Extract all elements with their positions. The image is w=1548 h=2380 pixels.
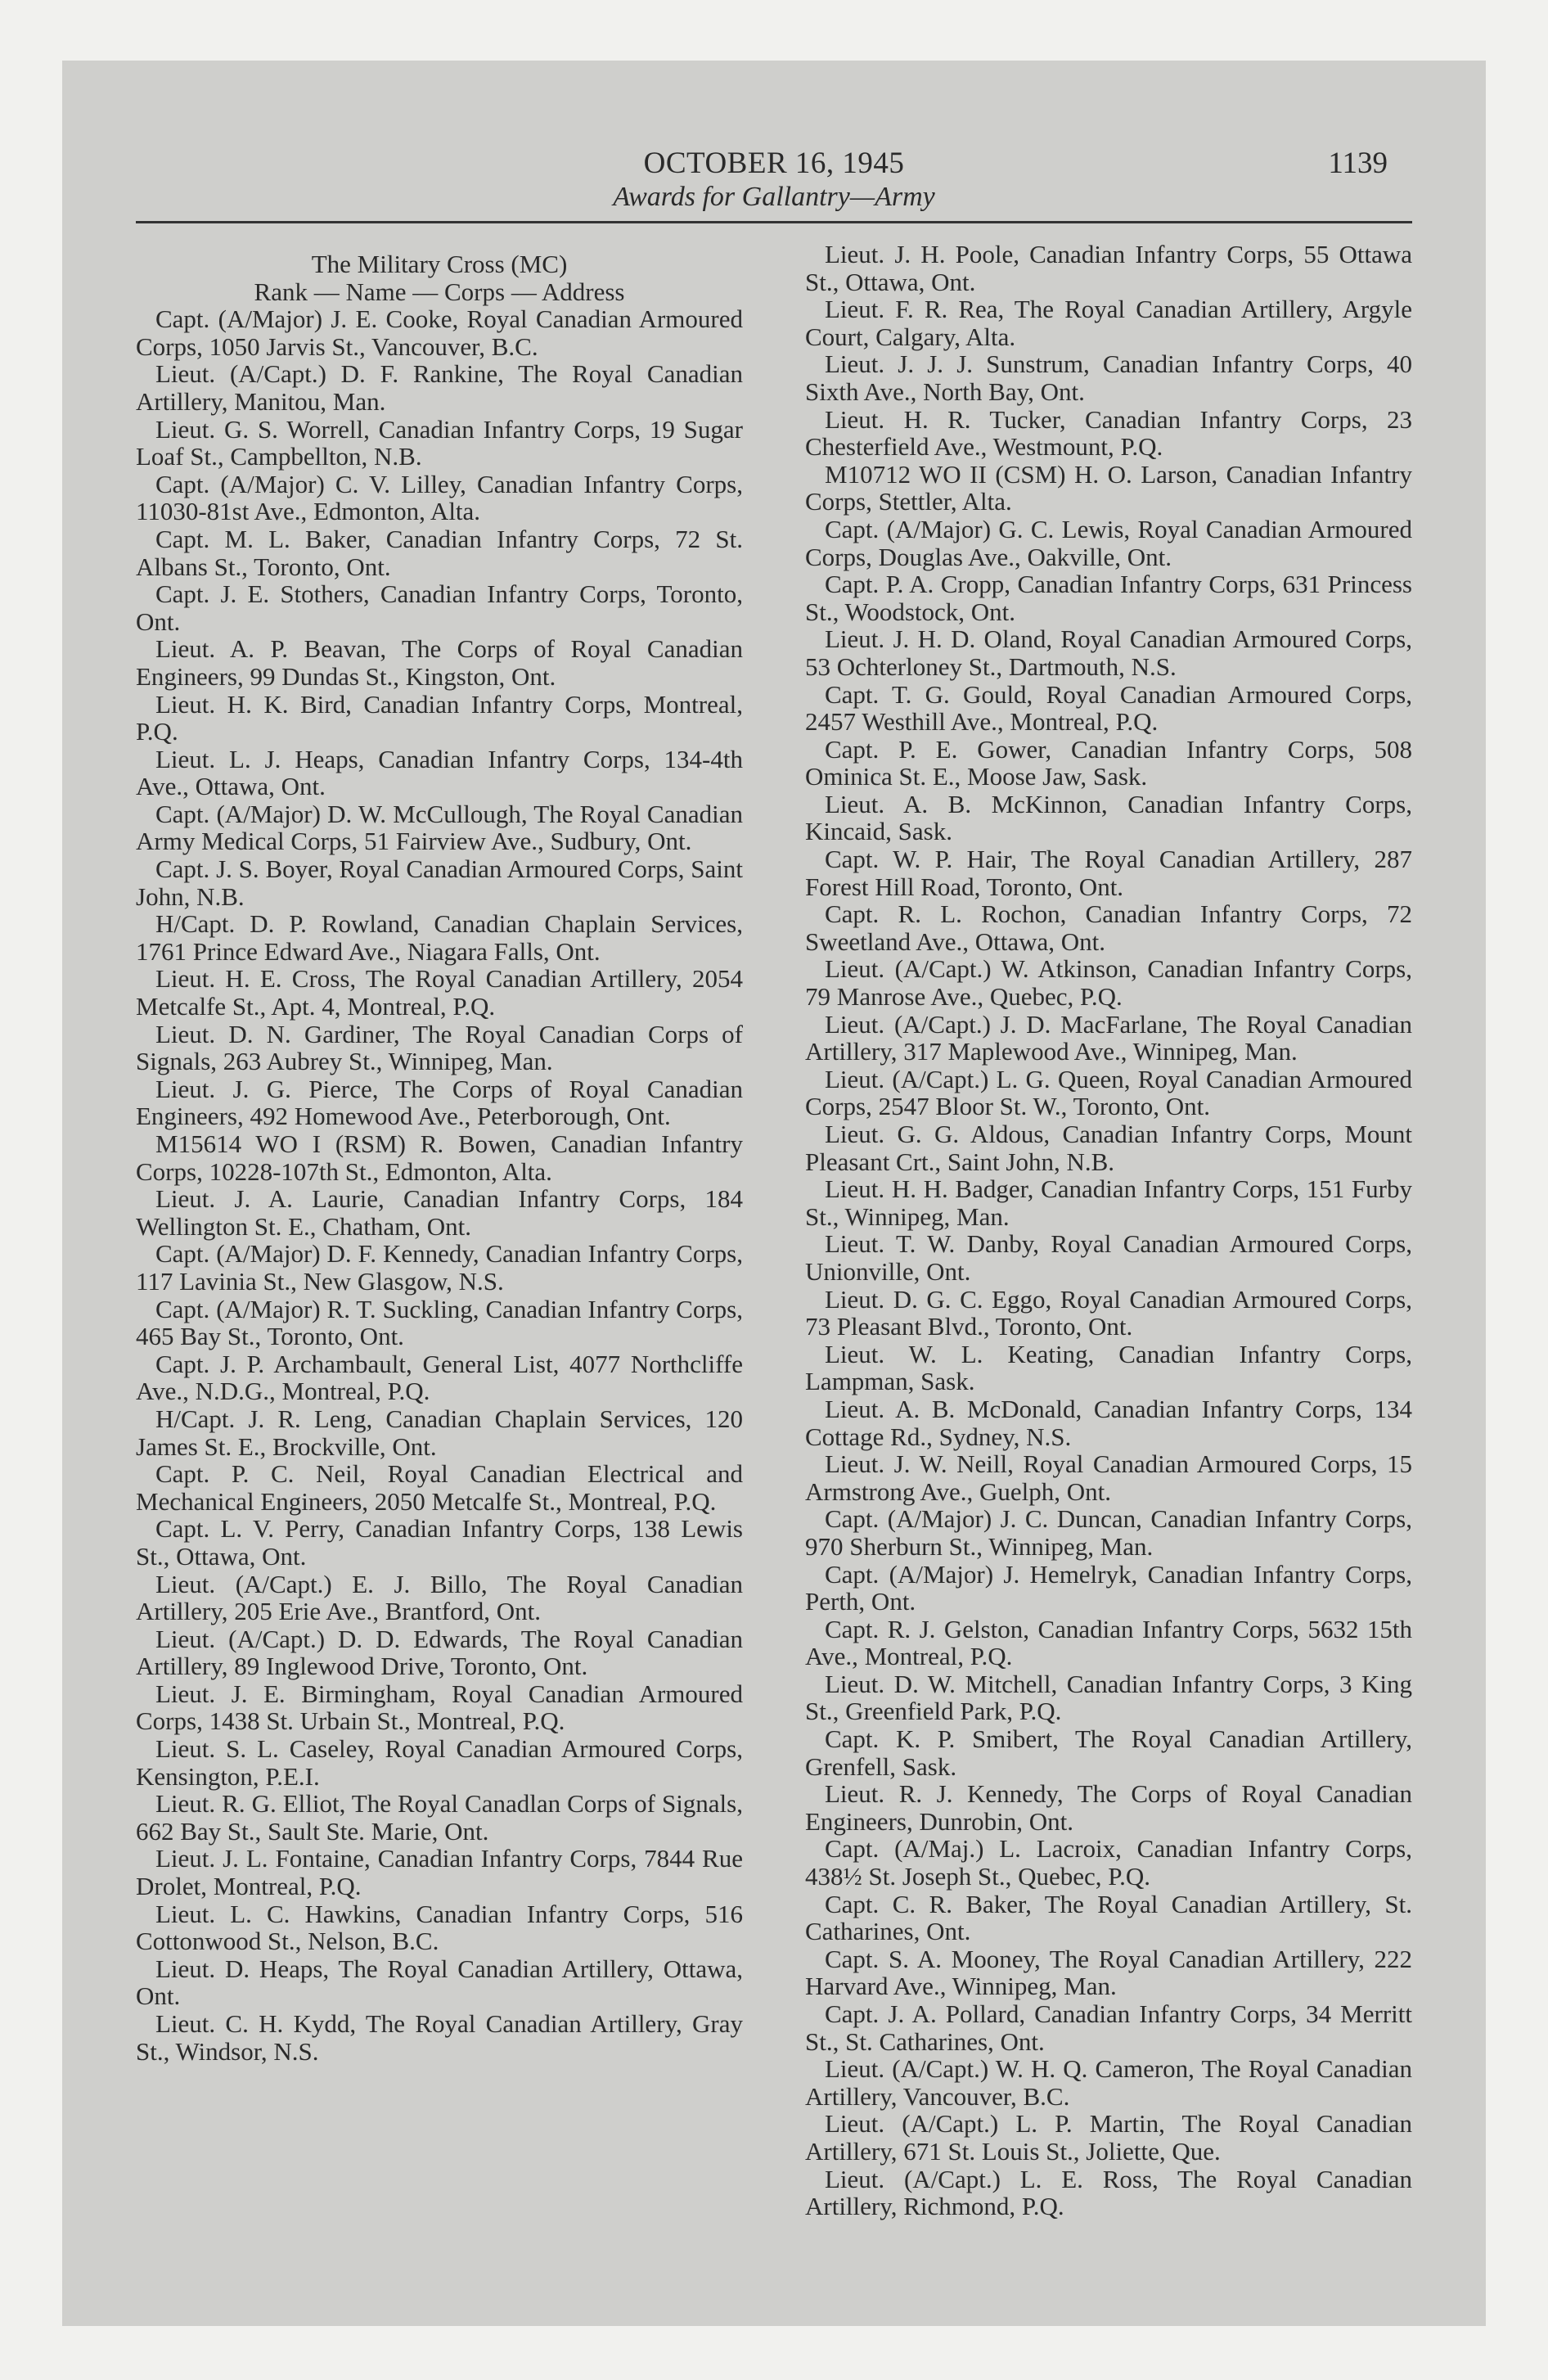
award-entry: Lieut. H. R. Tucker, Canadian Infantry Corps, 23 Chesterfield Ave., Westmount, P.Q. xyxy=(805,404,1412,462)
award-entry: Capt. (A/Major) J. Hemelryk, Canadian Infantry Corps, Perth, Ont. xyxy=(805,1559,1412,1616)
award-entry: Capt. (A/Major) J. C. Duncan, Canadian Infantry Corps, 970 Sherburn St., Winnipeg, Man. xyxy=(805,1504,1412,1561)
section-columns-label: Rank — Name — Corps — Address xyxy=(254,277,625,306)
award-entry: Lieut. H. K. Bird, Canadian Infantry Corps, Montreal, P.Q. xyxy=(136,689,743,746)
award-entry: Lieut. D. W. Mitchell, Canadian Infantry Corps, 3 King St., Greenfield Park, P.Q. xyxy=(805,1669,1412,1726)
award-entry: Capt. J. S. Boyer, Royal Canadian Armoured Corps, Saint John, N.B. xyxy=(136,854,743,911)
award-entry: Capt. C. R. Baker, The Royal Canadian Artillery, St. Catharines, Ont. xyxy=(805,1889,1412,1946)
award-entry: Lieut. J. J. J. Sunstrum, Canadian Infantry Corps, 40 Sixth Ave., North Bay, Ont. xyxy=(805,349,1412,406)
award-entry: Lieut. A. P. Beavan, The Corps of Royal Canadian Engineers, 99 Dundas St., Kingston, Ont. xyxy=(136,634,743,691)
award-entry: Lieut. L. C. Hawkins, Canadian Infantry Corps, 516 Cottonwood St., Nelson, B.C. xyxy=(136,1899,743,1956)
award-entry: Lieut. W. L. Keating, Canadian Infantry Corps, Lampman, Sask. xyxy=(805,1339,1412,1396)
award-entry: Lieut. S. L. Caseley, Royal Canadian Armoured Corps, Kensington, P.E.I. xyxy=(136,1734,743,1791)
page-content xyxy=(128,61,1420,2326)
award-entry: M10712 WO II (CSM) H. O. Larson, Canadian Infantry Corps, Stettler, Alta. xyxy=(805,459,1412,516)
award-entry: Capt. L. V. Perry, Canadian Infantry Corps, 138 Lewis St., Ottawa, Ont. xyxy=(136,1514,743,1571)
award-entry: Lieut. L. J. Heaps, Canadian Infantry Corps, 134-4th Ave., Ottawa, Ont. xyxy=(136,744,743,801)
award-entry: Lieut. D. Heaps, The Royal Canadian Artillery, Ottawa, Ont. xyxy=(136,1954,743,2011)
award-entry: Capt. R. L. Rochon, Canadian Infantry Corps, 72 Sweetland Ave., Ottawa, Ont. xyxy=(805,899,1412,956)
award-entry: Lieut. D. G. C. Eggo, Royal Canadian Armoured Corps, 73 Pleasant Blvd., Toronto, Ont. xyxy=(805,1284,1412,1341)
award-entry: Lieut. J. G. Pierce, The Corps of Royal Canadian Engineers, 492 Homewood Ave., Peterborough, Ont. xyxy=(136,1074,743,1131)
award-entry: Lieut. F. R. Rea, The Royal Canadian Artillery, Argyle Court, Calgary, Alta. xyxy=(805,295,1412,351)
award-entry: Lieut. R. G. Elliot, The Royal Canadlan Corps of Signals, 662 Bay St., Sault Ste. Marie, Ont. xyxy=(136,1789,743,1846)
left-column xyxy=(136,241,743,2065)
award-entry: Lieut. (A/Capt.) W. Atkinson, Canadian Infantry Corps, 79 Manrose Ave., Quebec, P.Q. xyxy=(805,954,1412,1012)
award-entry: H/Capt. D. P. Rowland, Canadian Chaplain Services, 1761 Prince Edward Ave., Niagara Falls, Ont. xyxy=(136,909,743,966)
page-header-subtitle: Awards for Gallantry—Army xyxy=(613,182,935,212)
award-entry: Lieut. (A/Capt.) L. E. Ross, The Royal Canadian Artillery, Richmond, P.Q. xyxy=(805,2164,1412,2221)
award-entry: Lieut. (A/Capt.) J. D. MacFarlane, The Royal Canadian Artillery, 317 Maplewood Ave., Winnipeg, Man. xyxy=(805,1009,1412,1066)
award-entry: Capt. J. P. Archambault, General List, 4077 Northcliffe Ave., N.D.G., Montreal, P.Q. xyxy=(136,1349,743,1406)
award-entry: Lieut. H. E. Cross, The Royal Canadian Artillery, 2054 Metcalfe St., Apt. 4, Montreal, P.Q. xyxy=(136,964,743,1021)
award-entry: Lieut. (A/Capt.) D. F. Rankine, The Royal Canadian Artillery, Manitou, Man. xyxy=(136,359,743,416)
award-entry: Lieut. J. L. Fontaine, Canadian Infantry Corps, 7844 Rue Drolet, Montreal, P.Q. xyxy=(136,1844,743,1901)
award-entry: Capt. T. G. Gould, Royal Canadian Armoured Corps, 2457 Westhill Ave., Montreal, P.Q. xyxy=(805,679,1412,737)
award-entry: Capt. R. J. Gelston, Canadian Infantry Corps, 5632 15th Ave., Montreal, P.Q. xyxy=(805,1614,1412,1671)
award-entry: Lieut. J. H. Poole, Canadian Infantry Corps, 55 Ottawa St., Ottawa, Ont. xyxy=(805,240,1412,296)
award-entry: Lieut. G. S. Worrell, Canadian Infantry Corps, 19 Sugar Loaf St., Campbellton, N.B. xyxy=(136,414,743,471)
award-entry: Lieut. (A/Capt.) E. J. Billo, The Royal Canadian Artillery, 205 Erie Ave., Brantford, Ont. xyxy=(136,1569,743,1626)
award-entry: Capt. (A/Major) D. W. McCullough, The Royal Canadian Army Medical Corps, 51 Fairview Ave., Sudbury, Ont. xyxy=(136,799,743,856)
award-entry: Lieut. T. W. Danby, Royal Canadian Armoured Corps, Unionville, Ont. xyxy=(805,1229,1412,1286)
award-entry: Lieut. A. B. McDonald, Canadian Infantry Corps, 134 Cottage Rd., Sydney, N.S. xyxy=(805,1394,1412,1451)
award-entry: Lieut. J. A. Laurie, Canadian Infantry Corps, 184 Wellington St. E., Chatham, Ont. xyxy=(136,1184,743,1241)
award-entry: H/Capt. J. R. Leng, Canadian Chaplain Services, 120 James St. E., Brockville, Ont. xyxy=(136,1404,743,1461)
award-entry: Lieut. D. N. Gardiner, The Royal Canadian Corps of Signals, 263 Aubrey St., Winnipeg, Man. xyxy=(136,1019,743,1076)
award-entry: Capt. K. P. Smibert, The Royal Canadian Artillery, Grenfell, Sask. xyxy=(805,1724,1412,1781)
scanned-page xyxy=(62,61,1486,2326)
award-entry: Lieut. R. J. Kennedy, The Corps of Royal Canadian Engineers, Dunrobin, Ont. xyxy=(805,1779,1412,1836)
award-entry: Capt. J. E. Stothers, Canadian Infantry Corps, Toronto, Ont. xyxy=(136,579,743,636)
award-entry: Capt. S. A. Mooney, The Royal Canadian Artillery, 222 Harvard Ave., Winnipeg, Man. xyxy=(805,1944,1412,2001)
award-entry: Capt. (A/Maj.) L. Lacroix, Canadian Infantry Corps, 438½ St. Joseph St., Quebec, P.Q. xyxy=(805,1834,1412,1891)
award-entry: Capt. J. A. Pollard, Canadian Infantry Corps, 34 Merritt St., St. Catharines, Ont. xyxy=(805,1999,1412,2056)
award-entry: Lieut. A. B. McKinnon, Canadian Infantry Corps, Kincaid, Sask. xyxy=(805,789,1412,846)
award-list-left xyxy=(136,305,743,2065)
award-entry: Capt. (A/Major) R. T. Suckling, Canadian Infantry Corps, 465 Bay St., Toronto, Ont. xyxy=(136,1294,743,1351)
award-entry: Lieut. H. H. Badger, Canadian Infantry Corps, 151 Furby St., Winnipeg, Man. xyxy=(805,1174,1412,1231)
award-entry: Capt. P. C. Neil, Royal Canadian Electrical and Mechanical Engineers, 2050 Metcalfe St., Montreal, P.Q. xyxy=(136,1459,743,1516)
award-entry: Lieut. G. G. Aldous, Canadian Infantry Corps, Mount Pleasant Crt., Saint John, N.B. xyxy=(805,1120,1412,1176)
header-rule xyxy=(136,221,1412,223)
page-header-title: OCTOBER 16, 1945 xyxy=(643,146,905,180)
award-entry: Lieut. (A/Capt.) L. G. Queen, Royal Canadian Armoured Corps, 2547 Bloor St. W., Toronto, Ont. xyxy=(805,1064,1412,1121)
award-entry: Capt. M. L. Baker, Canadian Infantry Corps, 72 St. Albans St., Toronto, Ont. xyxy=(136,524,743,581)
award-entry: Capt. (A/Major) G. C. Lewis, Royal Canadian Armoured Corps, Douglas Ave., Oakville, Ont. xyxy=(805,514,1412,571)
award-entry: Lieut. J. H. D. Oland, Royal Canadian Armoured Corps, 53 Ochterloney St., Dartmouth, N.S. xyxy=(805,624,1412,681)
award-entry: Lieut. (A/Capt.) W. H. Q. Cameron, The Royal Canadian Artillery, Vancouver, B.C. xyxy=(805,2054,1412,2111)
award-entry: Capt. P. A. Cropp, Canadian Infantry Corps, 631 Princess St., Woodstock, Ont. xyxy=(805,570,1412,626)
award-entry: Capt. P. E. Gower, Canadian Infantry Corps, 508 Ominica St. E., Moose Jaw, Sask. xyxy=(805,734,1412,791)
award-entry: Lieut. J. W. Neill, Royal Canadian Armoured Corps, 15 Armstrong Ave., Guelph, Ont. xyxy=(805,1449,1412,1506)
award-entry: Capt. W. P. Hair, The Royal Canadian Artillery, 287 Forest Hill Road, Toronto, Ont. xyxy=(805,845,1412,901)
award-entry: Capt. (A/Major) C. V. Lilley, Canadian Infantry Corps, 11030-81st Ave., Edmonton, Alta. xyxy=(136,469,743,526)
right-column xyxy=(805,241,1412,2220)
award-entry: Capt. (A/Major) D. F. Kennedy, Canadian Infantry Corps, 117 Lavinia St., New Glasgow, N.S. xyxy=(136,1239,743,1296)
award-entry: Lieut. C. H. Kydd, The Royal Canadian Artillery, Gray St., Windsor, N.S. xyxy=(136,2009,743,2066)
section-title: The Military Cross (MC) xyxy=(311,250,568,278)
award-entry: Lieut. (A/Capt.) D. D. Edwards, The Royal Canadian Artillery, 89 Inglewood Drive, Toronto, Ont. xyxy=(136,1624,743,1681)
page-number: 1139 xyxy=(1328,146,1388,180)
award-entry: Lieut. J. E. Birmingham, Royal Canadian Armoured Corps, 1438 St. Urbain St., Montreal, P.Q. xyxy=(136,1679,743,1736)
award-entry: M15614 WO I (RSM) R. Bowen, Canadian Infantry Corps, 10228-107th St., Edmonton, Alta. xyxy=(136,1129,743,1186)
award-entry: Capt. (A/Major) J. E. Cooke, Royal Canadian Armoured Corps, 1050 Jarvis St., Vancouver, B.C. xyxy=(136,304,743,361)
award-entry: Lieut. (A/Capt.) L. P. Martin, The Royal Canadian Artillery, 671 St. Louis St., Joliette, Que. xyxy=(805,2109,1412,2166)
award-list-right xyxy=(805,241,1412,2220)
